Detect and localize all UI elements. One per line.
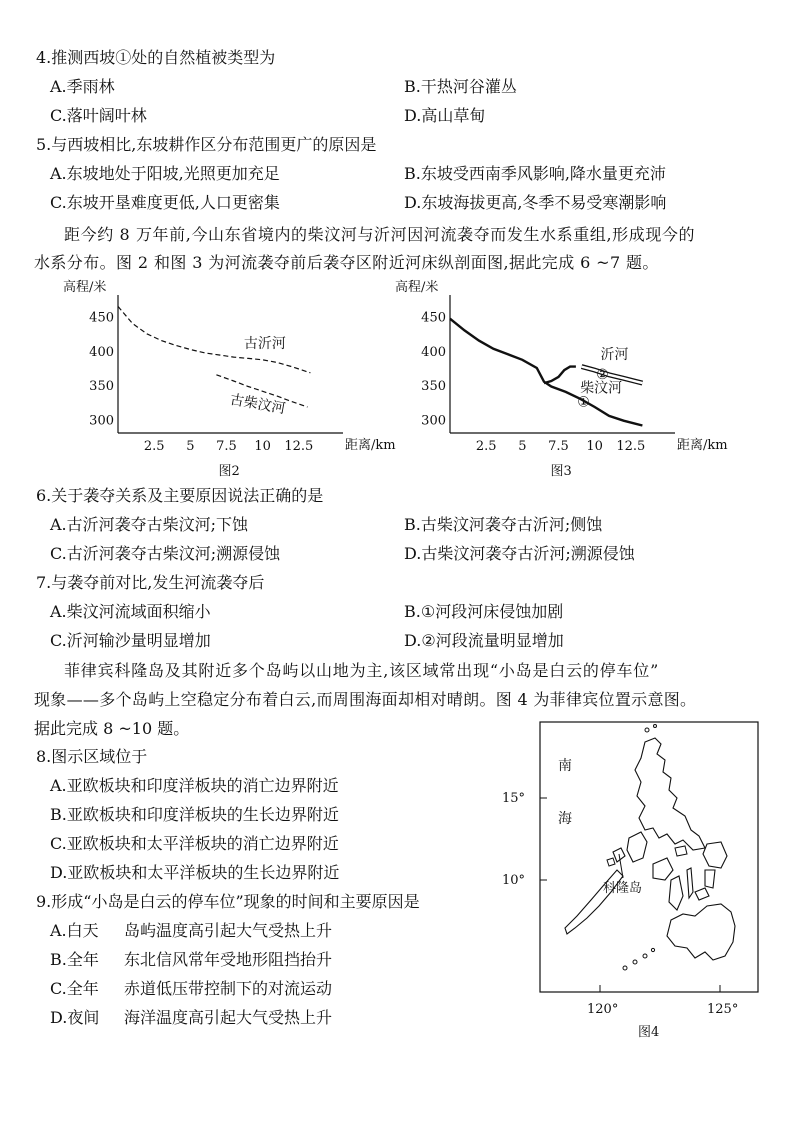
mindoro-island (627, 832, 647, 862)
figure-4 (495, 720, 765, 1045)
passage1-line2: 水系分布。图 2 和图 3 为河流袭夺前后袭夺区附近河床纵剖面图,据此完成 6 ~7 题。 (34, 253, 659, 272)
figure-4-map (495, 720, 765, 1045)
series-label-gu-chai-wen-he: 古柴汶河 (228, 391, 287, 418)
negros-island (669, 876, 683, 910)
passage2-line2: 现象——多个岛屿上空稳定分布着白云,而周围海面却相对晴朗。图 4 为菲律宾位置示意图。 (34, 690, 697, 709)
figure-3 (392, 275, 742, 485)
q9-option-a-time: A.白天 (50, 921, 99, 940)
q7-stem: 7.与袭夺前对比,发生河流袭夺后 (36, 573, 265, 592)
sulu-island-1 (643, 954, 647, 958)
y-tick-label: 400 (421, 344, 446, 360)
q8-option-b: B.亚欧板块和印度洋板块的生长边界附近 (50, 805, 339, 824)
y-tick-label: 400 (89, 344, 114, 360)
figure-2 (60, 275, 410, 485)
q7-option-a: A.柴汶河流域面积缩小 (50, 602, 211, 621)
q7-option-c: C.沂河输沙量明显增加 (50, 631, 211, 650)
sulu-island-3 (623, 966, 627, 970)
q6-option-d: D.古柴汶河袭夺古沂河;溯源侵蚀 (404, 544, 635, 563)
coron-label: 科隆岛 (603, 881, 643, 896)
panay-island (653, 858, 673, 880)
y-axis-label: 高程/米 (395, 280, 439, 295)
y-tick-label: 450 (89, 310, 114, 326)
series-柴汶河 (450, 319, 642, 426)
x-tick-label: 7.5 (548, 439, 569, 454)
batanes-island-small (654, 725, 657, 728)
x-tick-label: 10 (586, 439, 603, 454)
q8-stem: 8.图示区域位于 (36, 747, 148, 766)
q6-option-c: C.古沂河袭夺古柴汶河;溯源侵蚀 (50, 544, 281, 563)
q4-option-b: B.干热河谷灌丛 (404, 77, 517, 96)
q6-option-b: B.古柴汶河袭夺古沂河;侧蚀 (404, 515, 603, 534)
x-tick-label: 10 (254, 439, 271, 454)
q5-option-b: B.东坡受西南季风影响,降水量更充沛 (404, 164, 666, 183)
q9-option-c-reason: 赤道低压带控制下的对流运动 (124, 979, 333, 998)
figure-caption: 图3 (550, 464, 572, 479)
figure-caption: 图2 (218, 464, 240, 479)
q9-option-b-time: B.全年 (50, 950, 99, 969)
y-tick-label: 300 (421, 413, 446, 429)
q5-stem: 5.与西坡相比,东坡耕作区分布范围更广的原因是 (36, 135, 377, 154)
label-circle-2: ② (596, 366, 609, 383)
label-circle-1: ① (577, 394, 590, 411)
x-axis-label: 距离/km (677, 438, 728, 453)
mindanao-island (667, 904, 735, 960)
q4-option-a: A.季雨林 (50, 77, 115, 96)
q8-option-a: A.亚欧板块和印度洋板块的消亡边界附近 (50, 776, 339, 795)
passage2-line1: 菲律宾科隆岛及其附近多个岛屿以山地为主,该区域常出现“小岛是白云的停车位” (64, 661, 660, 680)
figure-2-chart (60, 275, 410, 485)
cebu-island (687, 868, 693, 898)
q9-option-c-time: C.全年 (50, 979, 99, 998)
series-柴汶河上游段 (544, 367, 576, 384)
bohol-island (695, 888, 709, 900)
q7-option-b: B.①河段河床侵蚀加剧 (404, 602, 564, 621)
q5-option-a: A.东坡地处于阳坡,光照更加充足 (50, 164, 280, 183)
masbate-island (675, 846, 687, 856)
batanes-island (645, 728, 649, 732)
q8-option-d: D.亚欧板块和太平洋板块的生长边界附近 (50, 863, 340, 882)
x-tick-label: 2.5 (475, 439, 497, 454)
q9-option-b-reason: 东北信风常年受地形阻挡抬升 (124, 950, 333, 969)
q4-option-c: C.落叶阔叶林 (50, 106, 147, 125)
passage2-line3: 据此完成 8 ~10 题。 (34, 719, 190, 738)
q5-option-d: D.东坡海拔更高,冬季不易受寒潮影响 (404, 193, 667, 212)
q9-option-d-time: D.夜间 (50, 1008, 100, 1027)
series-label-gu-yi-he: 古沂河 (243, 336, 286, 353)
lat-label-15: 15° (502, 791, 526, 806)
x-tick-label: 12.5 (284, 439, 314, 454)
x-tick-label: 5 (186, 439, 195, 454)
series-label-chai-wen-he: 柴汶河 (580, 380, 623, 397)
q9-option-d-reason: 海洋温度高引起大气受热上升 (124, 1008, 333, 1027)
sea-label-south: 南 (558, 758, 572, 774)
q9-option-a-reason: 岛屿温度高引起大气受热上升 (124, 921, 333, 940)
x-tick-label: 5 (518, 439, 527, 454)
q8-option-c: C.亚欧板块和太平洋板块的消亡边界附近 (50, 834, 339, 853)
y-tick-label: 350 (421, 379, 446, 395)
q5-option-c: C.东坡开垦难度更低,人口更密集 (50, 193, 280, 212)
y-tick-label: 350 (89, 379, 114, 395)
y-tick-label: 450 (421, 310, 446, 326)
leyte-island (705, 870, 715, 888)
sea-label-sea: 海 (558, 811, 572, 827)
x-tick-label: 2.5 (143, 439, 165, 454)
series-label-yi-he: 沂河 (600, 347, 629, 364)
q7-option-d: D.②河段流量明显增加 (404, 631, 564, 650)
samar-island (703, 842, 727, 868)
sulu-island-2 (633, 960, 637, 964)
passage1-line1: 距今约 8 万年前,今山东省境内的柴汶河与沂河因河流袭夺而发生水系重组,形成现今的 (64, 225, 696, 244)
x-tick-label: 12.5 (616, 439, 646, 454)
x-tick-label: 7.5 (216, 439, 237, 454)
figure-3-chart (392, 275, 742, 485)
lon-label-125: 125° (707, 1002, 739, 1017)
q9-stem: 9.形成“小岛是白云的停车位”现象的时间和主要原因是 (36, 892, 420, 911)
sulu-island-4 (651, 948, 654, 951)
lat-label-10: 10° (502, 873, 526, 888)
q6-option-a: A.古沂河袭夺古柴汶河;下蚀 (50, 515, 249, 534)
map-frame (540, 722, 758, 992)
y-tick-label: 300 (89, 413, 114, 429)
luzon-island (635, 738, 705, 850)
q4-stem: 4.推测西坡①处的自然植被类型为 (36, 48, 276, 67)
x-axis-label: 距离/km (345, 438, 396, 453)
figure-4-caption: 图4 (638, 1025, 660, 1040)
q6-stem: 6.关于袭夺关系及主要原因说法正确的是 (36, 486, 324, 505)
palawan-island (565, 870, 623, 934)
lon-label-120: 120° (587, 1002, 619, 1017)
busuanga-island (607, 858, 615, 866)
q4-option-d: D.高山草甸 (404, 106, 486, 125)
y-axis-label: 高程/米 (63, 280, 107, 295)
